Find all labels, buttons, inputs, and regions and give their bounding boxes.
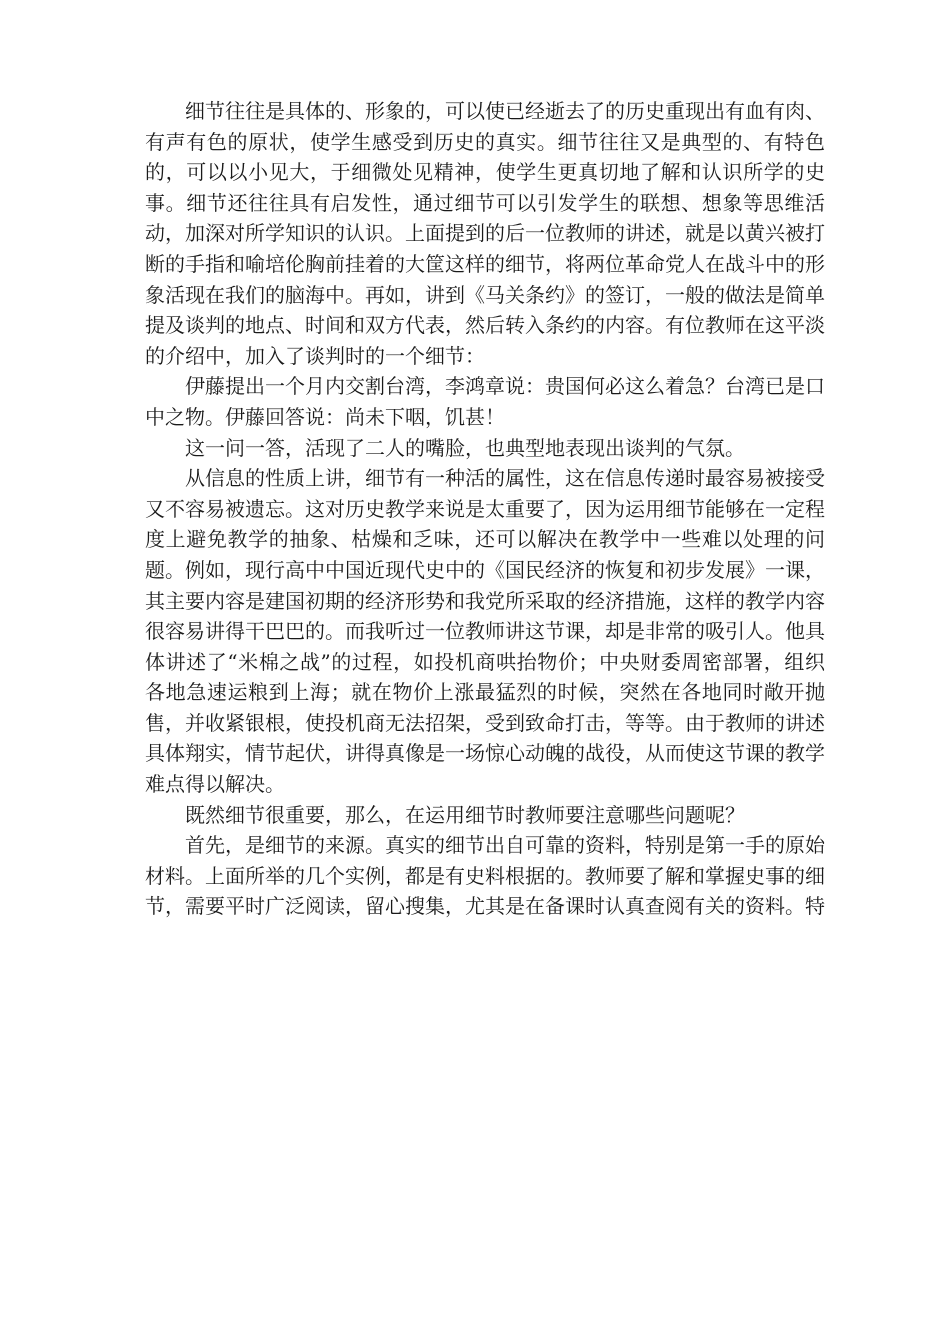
paragraph-details-nature: 细节往往是具体的、形象的，可以使已经逝去了的历史重现出有血有肉、有声有色的原状，使学生感受到历史的真实。细节往往又是典型的、有特色的，可以以小见大，于细微处见精神，使学生更真切地了解和认识所学的史事。细节还往往具有启发性，通过细节可以引发学生的联想、想象等思维活动，加深对所学知识的认识。上面提到的后一位教师的讲述，就是以黄兴被打断的手指和喻培伦胸前挂着的大筐这样的细节，将两位革命党人在战斗中的形象活现在我们的脑海中。再如，讲到《马关条约》的签订，一般的做法是简单提及谈判的地点、时间和双方代表，然后转入条约的内容。有位教师在这平淡的介绍中，加入了谈判时的一个细节： xyxy=(145,99,825,368)
paragraph-question: 既然细节很重要，那么，在运用细节时教师要注意哪些问题呢？ xyxy=(185,802,745,827)
paragraph-ito-quote: 伊藤提出一个月内交割台湾，李鸿章说：贵国何必这么着急？台湾已是口中之物。伊藤回答说：尚未下咽，饥甚！ xyxy=(145,374,825,429)
paragraph-dialogue-comment: 这一问一答，活现了二人的嘴脸，也典型地表现出谈判的气氛。 xyxy=(185,435,745,460)
paragraph-information-nature: 从信息的性质上讲，细节有一种活的属性，这在信息传递时最容易被接受又不容易被遗忘。这对历史教学来说是太重要了，因为运用细节能够在一定程度上避免教学的抽象、枯燥和乏味，还可以解决在教学中一些难以处理的问题。例如，现行高中中国近现代史中的《国民经济的恢复和初步发展》一课，其主要内容是建国初期的经济形势和我党所采取的经济措施，这样的教学内容很容易讲得干巴巴的。而我听过一位教师讲这节课，却是非常的吸引人。他具体讲述了“米棉之战”的过程，如投机商哄抬物价；中央财委周密部署，组织各地急速运粮到上海；就在物价上涨最猛烈的时候，突然在各地同时敞开抛售，并收紧银根，使投机商无法招架，受到致命打击，等等。由于教师的讲述具体翔实，情节起伏，讲得真像是一场惊心动魄的战役，从而使这节课的教学难点得以解决。 xyxy=(145,466,825,797)
document-body xyxy=(145,96,825,922)
paragraph-source-of-details: 首先，是细节的来源。真实的细节出自可靠的资料，特别是第一手的原始材料。上面所举的几个实例，都是有史料根据的。教师要了解和掌握史事的细节，需要平时广泛阅读，留心搜集，尤其是在备课时认真查阅有关的资料。特 xyxy=(145,833,825,919)
